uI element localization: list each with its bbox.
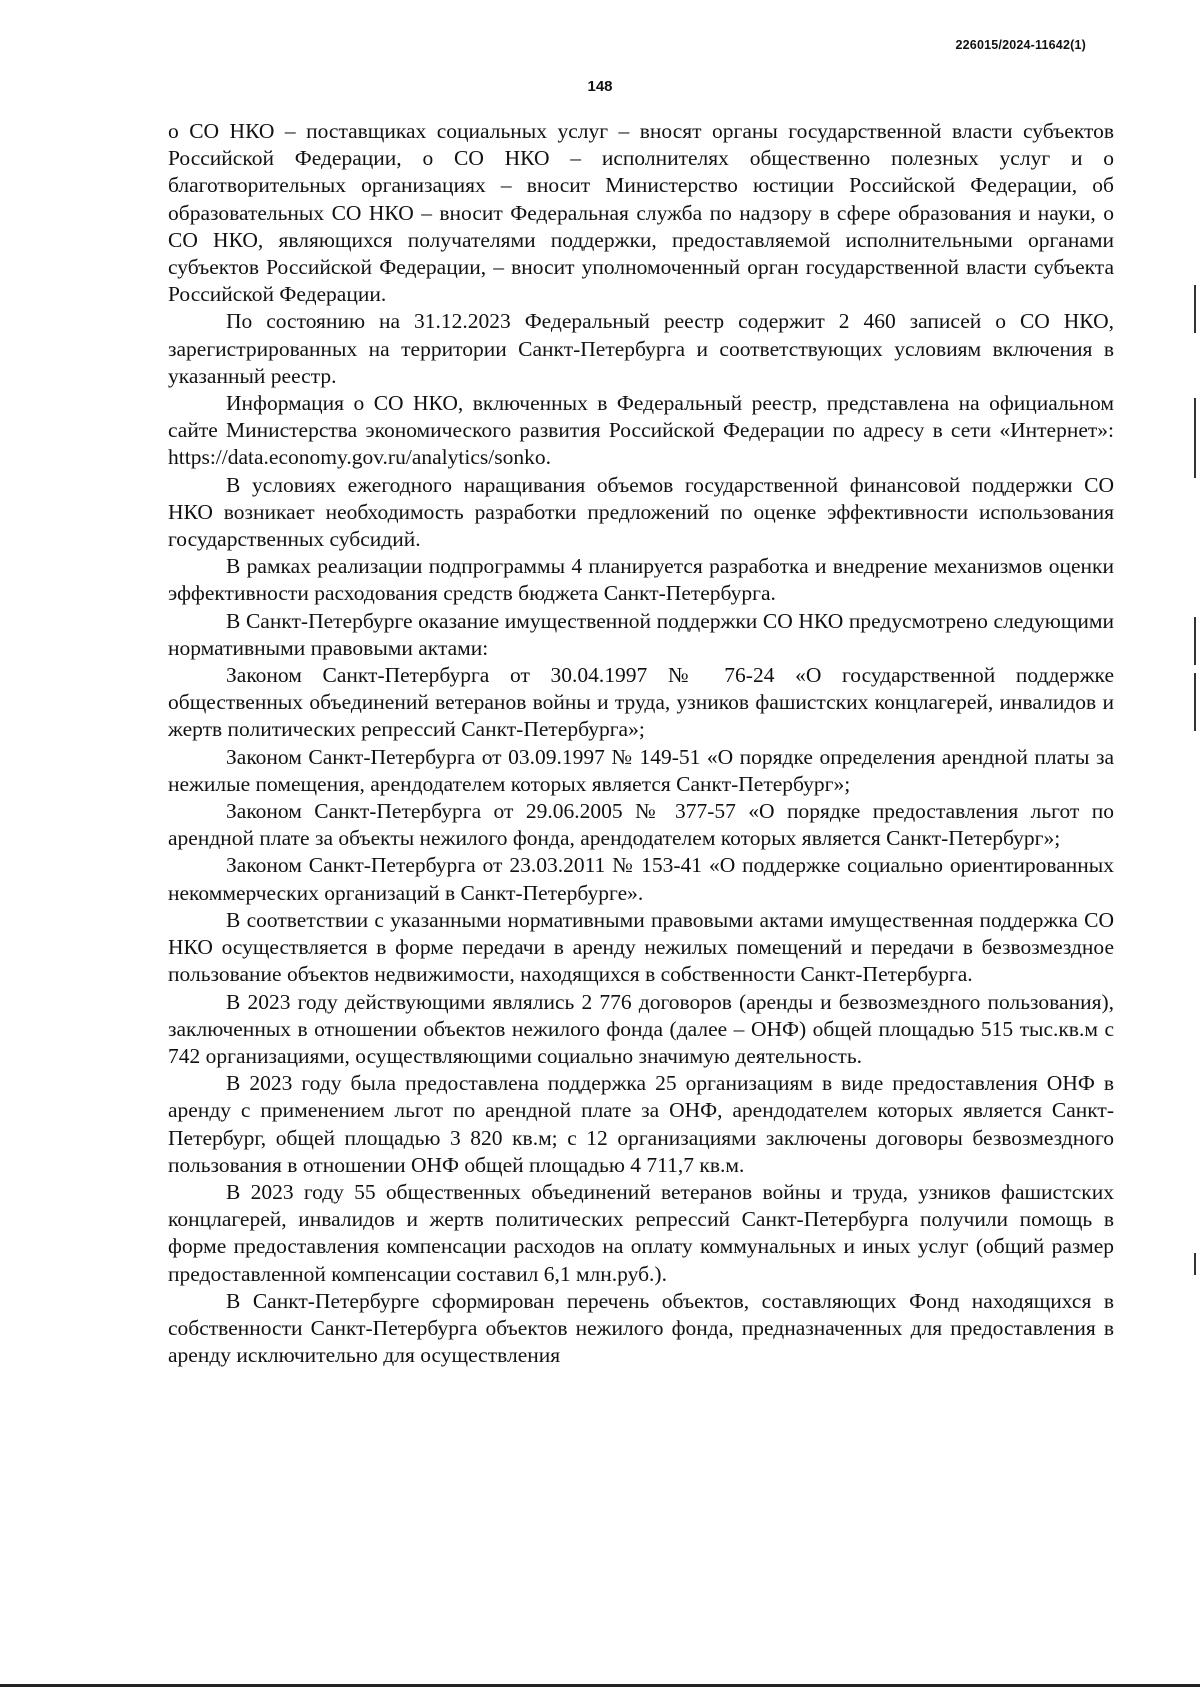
scan-bottom-edge [0,1684,1200,1687]
paragraph-4: В условиях ежегодного наращивания объемов государственной финансовой поддержки СО НКО возникает необходимость разработки предложений по оценке эффективности использования государственных субсидий. [168,472,1114,552]
paragraph-3: Информация о СО НКО, включенных в Федеральный реестр, представлена на официальном сайте Министерства экономического развития Российской Федерации по адресу в сети «Интернет»: https://data.economy.gov.ru/analytics/sonko. [168,391,1114,470]
paragraph-5: В рамках реализации подпрограммы 4 планируется разработка и внедрение механизмов оценки эффективности расходования средств бюджета Санкт-Петербурга. [168,554,1114,606]
scan-edge-mark [1194,1253,1196,1275]
document-registration-number: 226015/2024-11642(1) [955,38,1086,52]
paragraph-14: В 2023 году 55 общественных объединений ветеранов войны и труда, узников фашистских концлагерей, инвалидов и жертв политических репрессий Санкт-Петербурга получили помощь в форме предоставления компенсации расходов на оплату коммунальных и иных услуг (общий размер предоставленной компенсации составил 6,1 млн.руб.). [168,1179,1114,1286]
paragraph-8: Законом Санкт-Петербурга от 03.09.1997 № 149-51 «О порядке определения арендной платы за нежилые помещения, арендодателем которых является Санкт-Петербург»; [168,744,1114,796]
scan-edge-mark [1194,673,1196,731]
document-body [168,118,1114,1369]
paragraph-7: Законом Санкт-Петербурга от 30.04.1997 № 76-24 «О государственной поддержке общественных объединений ветеранов войны и труда, узников фашистских концлагерей, инвалидов и жертв политических репрессий Санкт-Петербурга»; [168,663,1114,742]
paragraph-10: Законом Санкт-Петербурга от 23.03.2011 № 153-41 «О поддержке социально ориентированных некоммерческих организаций в Санкт-Петербурге». [168,853,1114,905]
paragraph-15: В Санкт-Петербурге сформирован перечень объектов, составляющих Фонд находящихся в собственности Санкт-Петербурга объектов нежилого фонда, предназначенных для предоставления в аренду исключительно для осуществления [168,1288,1114,1368]
scan-edge-mark [1194,617,1196,665]
scan-edge-mark [1194,285,1196,333]
paragraph-12: В 2023 году действующими являлись 2 776 договоров (аренды и безвозмездного пользования), заключенных в отношении объектов нежилого фонда (далее – ОНФ) общей площадью 515 тыс.кв.м с 742 организациями, осуществляющими социально значимую деятельность. [168,989,1114,1068]
page-number: 148 [587,78,613,95]
paragraph-1: о СО НКО – поставщиках социальных услуг – вносят органы государственной власти субъектов Российской Федерации, о СО НКО – исполнителях общественно полезных услуг и о благотворительных организациях – вносит Министерство юстиции Российской Федерации, об образовательных СО НКО – вносит Федеральная служба по надзору в сфере образования и науки, о СО НКО, являющихся получателями поддержки, предоставляемой исполнительными органами субъектов Российской Федерации, – вносит уполномоченный орган государственной власти субъекта Российской Федерации. [168,119,1114,307]
paragraph-9: Законом Санкт-Петербурга от 29.06.2005 № 377-57 «О порядке предоставления льгот по арендной плате за объекты нежилого фонда, арендодателем которых является Санкт-Петербург»; [168,799,1114,851]
paragraph-13: В 2023 году была предоставлена поддержка 25 организациям в виде предоставления ОНФ в аренду с применением льгот по арендной плате за ОНФ, арендодателем которых является Санкт-Петербург, общей площадью 3 820 кв.м; с 12 организациями заключены договоры безвозмездного пользования в отношении ОНФ общей площадью 4 711,7 кв.м. [168,1071,1114,1177]
paragraph-6: В Санкт-Петербурге оказание имущественной поддержки СО НКО предусмотрено следующими нормативными правовыми актами: [168,608,1114,660]
paragraph-2: По состоянию на 31.12.2023 Федеральный реестр содержит 2 460 записей о СО НКО, зарегистрированных на территории Санкт-Петербурга и соответствующих условиям включения в указанный реестр. [168,309,1114,388]
paragraph-11: В соответствии с указанными нормативными правовыми актами имущественная поддержка СО НКО осуществляется в форме передачи в аренду нежилых помещений и передачи в безвозмездное пользование объектов недвижимости, находящихся в собственности Санкт-Петербурга. [168,907,1114,987]
scan-edge-mark [1194,398,1196,478]
